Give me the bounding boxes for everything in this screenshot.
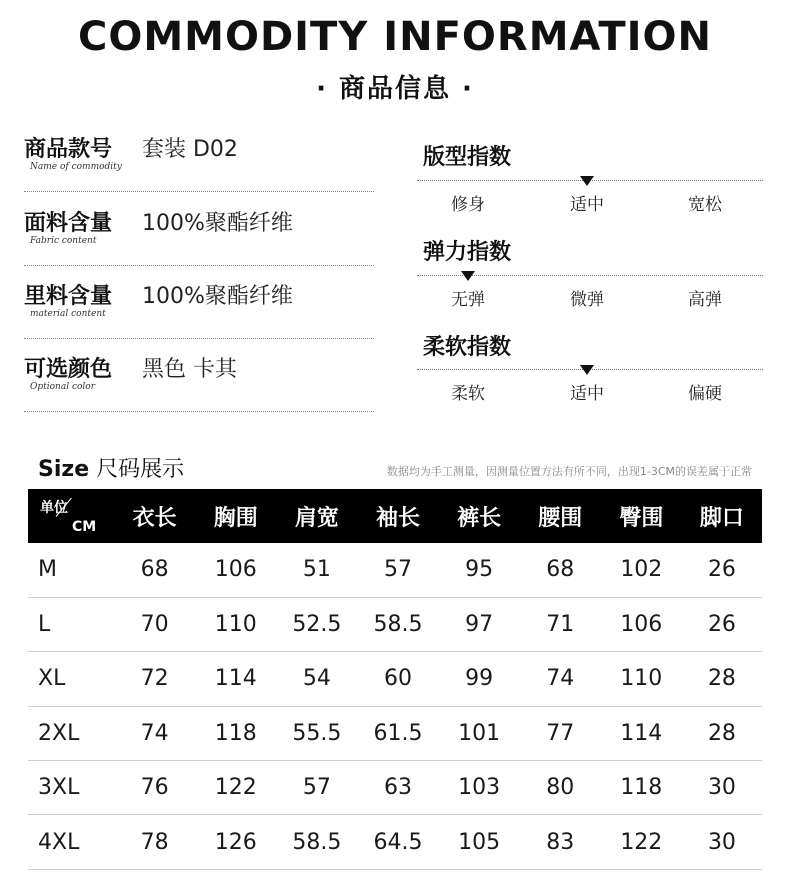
table-row xyxy=(28,761,762,815)
table-cell: 103 xyxy=(439,761,520,815)
table-cell: 26 xyxy=(682,597,762,651)
elasticity-index-option: 微弹 xyxy=(570,290,604,310)
page-subtitle: · 商品信息 · xyxy=(316,74,474,104)
column-header: 肩宽 xyxy=(276,489,357,543)
table-cell: 64.5 xyxy=(357,815,438,869)
info-label: 商品款号 xyxy=(24,137,113,162)
table-cell: 126 xyxy=(195,815,276,869)
info-sublabel: Optional color xyxy=(30,382,96,392)
column-header: 衣长 xyxy=(114,489,195,543)
info-row-color xyxy=(24,352,374,412)
table-cell: 57 xyxy=(357,543,438,597)
fit-index-option: 适中 xyxy=(570,195,604,215)
table-cell: 74 xyxy=(520,652,601,706)
table-row xyxy=(28,652,762,706)
size-label-cell: 4XL xyxy=(28,815,114,869)
table-cell: 95 xyxy=(439,543,520,597)
table-cell: 58.5 xyxy=(276,815,357,869)
elasticity-index-option: 高弹 xyxy=(688,290,722,310)
info-sublabel: material content xyxy=(30,309,106,319)
table-cell: 110 xyxy=(195,597,276,651)
page-title: COMMODITY INFORMATION xyxy=(77,14,713,60)
info-row-style-number xyxy=(24,132,374,192)
table-row xyxy=(28,706,762,760)
elasticity-index-marker-icon xyxy=(461,271,475,281)
measurement-note: 数据均为手工测量，因测量位置方法有所不同，出现1-3CM的误差属于正常 xyxy=(386,465,752,478)
table-cell: 52.5 xyxy=(276,597,357,651)
table-cell: 55.5 xyxy=(276,706,357,760)
table-cell: 72 xyxy=(114,652,195,706)
info-row-fabric xyxy=(24,206,374,266)
softness-index-option: 适中 xyxy=(570,384,604,404)
table-cell: 122 xyxy=(195,761,276,815)
table-cell: 28 xyxy=(682,706,762,760)
unit-value: CM xyxy=(72,519,97,535)
softness-index-option: 柔软 xyxy=(451,384,485,404)
softness-index-marker-icon xyxy=(580,365,594,375)
info-sublabel: Name of commodity xyxy=(30,162,122,172)
table-cell: 26 xyxy=(682,543,762,597)
info-value: 100%聚酯纤维 xyxy=(142,211,293,236)
fit-index-option: 宽松 xyxy=(688,195,722,215)
table-cell: 71 xyxy=(520,597,601,651)
table-cell: 106 xyxy=(195,543,276,597)
table-row xyxy=(28,815,762,869)
table-cell: 28 xyxy=(682,652,762,706)
column-header: 臀围 xyxy=(601,489,682,543)
info-value: 黑色 卡其 xyxy=(142,357,237,382)
table-cell: 57 xyxy=(276,761,357,815)
size-label-cell: 2XL xyxy=(28,706,114,760)
table-cell: 114 xyxy=(195,652,276,706)
elasticity-index-title: 弹力指数 xyxy=(423,240,512,265)
column-header: 胸围 xyxy=(195,489,276,543)
table-cell: 99 xyxy=(439,652,520,706)
size-label-cell: 3XL xyxy=(28,761,114,815)
fit-index-option: 修身 xyxy=(451,195,485,215)
table-cell: 58.5 xyxy=(357,597,438,651)
table-cell: 63 xyxy=(357,761,438,815)
table-cell: 102 xyxy=(601,543,682,597)
table-cell: 61.5 xyxy=(357,706,438,760)
table-cell: 106 xyxy=(601,597,682,651)
size-table xyxy=(28,489,762,870)
table-cell: 105 xyxy=(439,815,520,869)
fit-index-title: 版型指数 xyxy=(423,145,512,170)
info-value: 套装 D02 xyxy=(142,137,238,162)
table-cell: 70 xyxy=(114,597,195,651)
softness-index-title: 柔软指数 xyxy=(423,335,512,360)
table-cell: 110 xyxy=(601,652,682,706)
table-cell: 101 xyxy=(439,706,520,760)
size-title-cn: 尺码展示 xyxy=(96,457,185,482)
column-header: 袖长 xyxy=(357,489,438,543)
table-row xyxy=(28,597,762,651)
table-cell: 51 xyxy=(276,543,357,597)
table-cell: 76 xyxy=(114,761,195,815)
table-cell: 118 xyxy=(601,761,682,815)
unit-label: 单位 xyxy=(40,500,68,516)
unit-corner-header xyxy=(28,489,114,543)
table-cell: 68 xyxy=(520,543,601,597)
size-label-cell: M xyxy=(28,543,114,597)
size-label-cell: XL xyxy=(28,652,114,706)
column-header: 裤长 xyxy=(439,489,520,543)
table-cell: 118 xyxy=(195,706,276,760)
elasticity-index-option: 无弹 xyxy=(451,290,485,310)
column-header: 脚口 xyxy=(682,489,762,543)
table-cell: 77 xyxy=(520,706,601,760)
table-cell: 68 xyxy=(114,543,195,597)
table-cell: 74 xyxy=(114,706,195,760)
table-cell: 83 xyxy=(520,815,601,869)
table-cell: 30 xyxy=(682,761,762,815)
info-row-lining xyxy=(24,279,374,339)
table-cell: 114 xyxy=(601,706,682,760)
info-label: 里料含量 xyxy=(24,284,113,309)
info-label: 可选颜色 xyxy=(24,357,113,382)
info-label: 面料含量 xyxy=(24,211,113,236)
info-value: 100%聚酯纤维 xyxy=(142,284,293,309)
table-cell: 30 xyxy=(682,815,762,869)
table-cell: 97 xyxy=(439,597,520,651)
table-cell: 80 xyxy=(520,761,601,815)
size-title-en: Size xyxy=(38,457,90,482)
info-sublabel: Fabric content xyxy=(30,236,97,246)
fit-index-marker-icon xyxy=(580,176,594,186)
column-header: 腰围 xyxy=(520,489,601,543)
table-row xyxy=(28,543,762,597)
softness-index-option: 偏硬 xyxy=(688,384,722,404)
table-cell: 54 xyxy=(276,652,357,706)
size-section-title xyxy=(38,452,184,483)
size-label-cell: L xyxy=(28,597,114,651)
table-cell: 122 xyxy=(601,815,682,869)
table-cell: 60 xyxy=(357,652,438,706)
table-header-row xyxy=(28,489,762,543)
table-cell: 78 xyxy=(114,815,195,869)
